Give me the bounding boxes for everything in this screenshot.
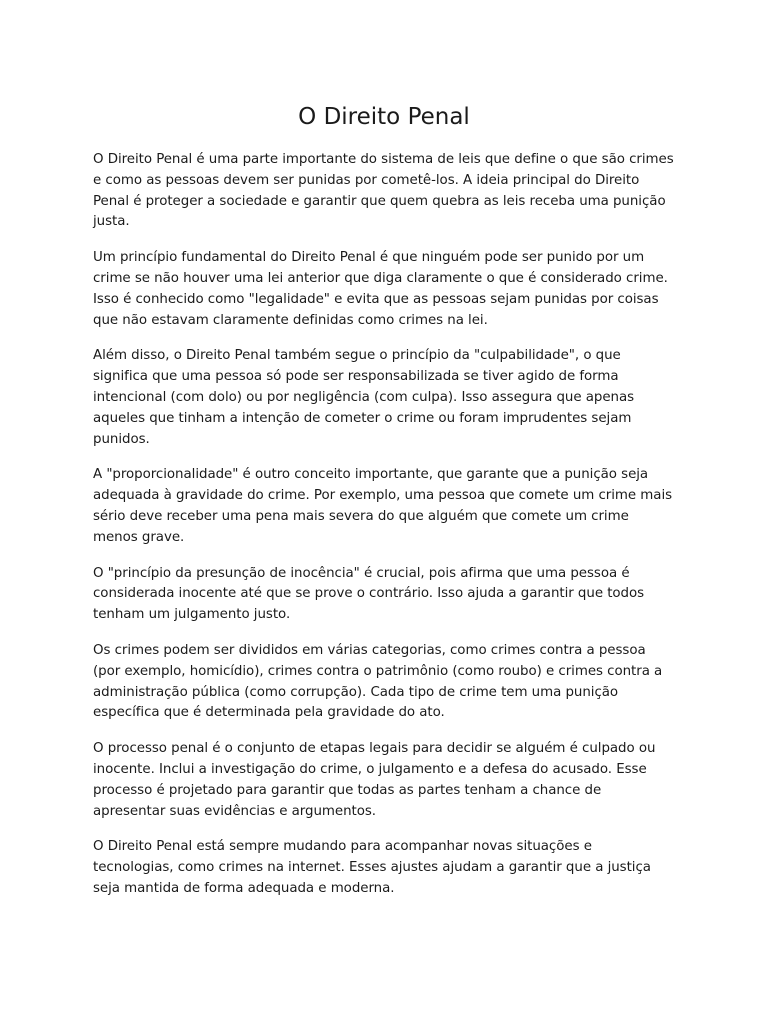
paragraph-6: Os crimes podem ser divididos em várias categorias, como crimes contra a pessoa (por exemplo, homicídio), crimes contra o patrimônio (como roubo) e crimes contra a administração pública (como corrupção). Cada tipo de crime tem uma punição específica que é determinada pela gravidade do ato.	[93, 642, 663, 721]
page-title: O Direito Penal	[298, 104, 470, 130]
paragraph-1: O Direito Penal é uma parte importante do sistema de leis que define o que são crimes e como as pessoas devem ser punidas por cometê-los. A ideia principal do Direito Penal é proteger a sociedade e garantir que quem quebra as leis receba uma punição justa.	[93, 152, 674, 230]
paragraph-7: O processo penal é o conjunto de etapas legais para decidir se alguém é culpado ou inocente. Inclui a investigação do crime, o julgamento e a defesa do acusado. Esse processo é projetado para garantir que todas as partes tenham a chance de apresentar suas evidências e argumentos.	[93, 741, 656, 819]
paragraph-5: O "princípio da presunção de inocência" é crucial, pois afirma que uma pessoa é considerada inocente até que se prove o contrário. Isso ajuda a garantir que todos tenham um julgamento justo.	[93, 565, 645, 623]
document-body	[93, 150, 675, 915]
paragraph-3: Além disso, o Direito Penal também segue o princípio da "culpabilidade", o que significa que uma pessoa só pode ser responsabilizada se tiver agido de forma intencional (com dolo) ou por negligência (com culpa). Isso assegura que apenas aqueles que tinham a intenção de cometer o crime ou foram imprudentes sejam punidos.	[93, 348, 635, 447]
paragraph-4: A "proporcionalidade" é outro conceito importante, que garante que a punição seja adequada à gravidade do crime. Por exemplo, uma pessoa que comete um crime mais sério deve receber uma pena mais severa do que alguém que comete um crime menos grave.	[93, 467, 673, 545]
paragraph-8: O Direito Penal está sempre mudando para acompanhar novas situações e tecnologias, como crimes na internet. Esses ajustes ajudam a garantir que a justiça seja mantida de forma adequada e moderna.	[93, 839, 651, 896]
paragraph-2: Um princípio fundamental do Direito Penal é que ninguém pode ser punido por um crime se não houver uma lei anterior que diga claramente o que é considerado crime. Isso é conhecido como "legalidade" e evita que as pessoas sejam punidas por coisas que não estavam claramente definidas como crimes na lei.	[93, 250, 668, 328]
